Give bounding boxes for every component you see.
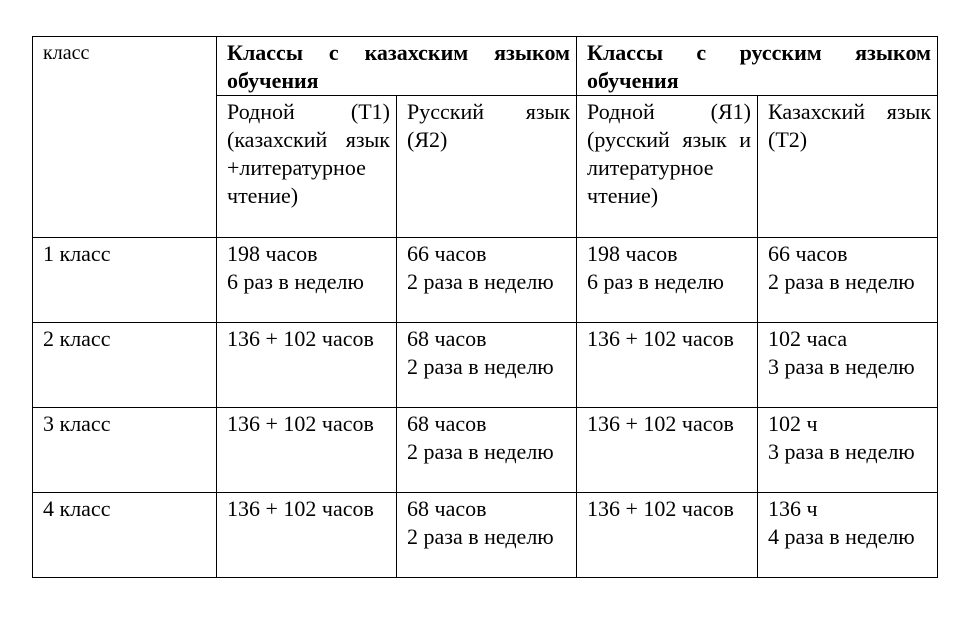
cell-line: 68 часов bbox=[407, 326, 487, 351]
table-cell bbox=[577, 408, 758, 493]
table-cell bbox=[577, 323, 758, 408]
cell-line: 136 ч bbox=[768, 496, 818, 521]
subheader-kazakh-language: Казахский язык (Т2) bbox=[758, 96, 938, 238]
cell-line: 2 раза в неделю bbox=[407, 269, 554, 294]
header-kazakh-group: Классы с казахским языком обучения bbox=[217, 37, 577, 96]
table-cell bbox=[217, 493, 397, 578]
subheader-russian-language: Русский язык (Я2) bbox=[397, 96, 577, 238]
subheader-native-kazakh: Родной (Т1) (казахский язык +литературное чтение) bbox=[217, 96, 397, 238]
table-cell bbox=[397, 323, 577, 408]
table-cell bbox=[397, 238, 577, 323]
table-cell bbox=[217, 238, 397, 323]
table-row bbox=[33, 238, 938, 323]
cell-line: 136 + 102 часов bbox=[587, 496, 734, 521]
cell-line: 198 часов bbox=[587, 241, 678, 266]
cell-line: 6 раз в неделю bbox=[227, 269, 364, 294]
table-cell bbox=[217, 408, 397, 493]
cell-line: 66 часов bbox=[768, 241, 848, 266]
cell-line: 102 ч bbox=[768, 411, 818, 436]
header-class-cell: класс bbox=[33, 37, 217, 238]
cell-line: 68 часов bbox=[407, 496, 487, 521]
table-header-row bbox=[33, 37, 938, 96]
cell-line: 136 + 102 часов bbox=[227, 411, 374, 436]
cell-line: 136 + 102 часов bbox=[587, 411, 734, 436]
table-row bbox=[33, 493, 938, 578]
row-class-label: 4 класс bbox=[33, 493, 217, 578]
subheader-native-russian: Родной (Я1) (русский язык и литературное чтение) bbox=[577, 96, 758, 238]
header-russian-group: Классы с русским языком обучения bbox=[577, 37, 938, 96]
cell-line: 4 раза в неделю bbox=[768, 524, 915, 549]
cell-line: 2 раза в неделю bbox=[768, 269, 915, 294]
table-row bbox=[33, 408, 938, 493]
cell-line: 2 раза в неделю bbox=[407, 354, 554, 379]
cell-line: 3 раза в неделю bbox=[768, 439, 915, 464]
table-cell bbox=[758, 493, 938, 578]
table-row bbox=[33, 323, 938, 408]
curriculum-hours-table bbox=[32, 36, 938, 578]
row-class-label: 2 класс bbox=[33, 323, 217, 408]
cell-line: 6 раз в неделю bbox=[587, 269, 724, 294]
cell-line: 2 раза в неделю bbox=[407, 524, 554, 549]
cropped-text-fragment bbox=[168, 0, 388, 4]
table-cell bbox=[758, 408, 938, 493]
cell-line: 198 часов bbox=[227, 241, 318, 266]
table-cell bbox=[397, 408, 577, 493]
table-cell bbox=[397, 493, 577, 578]
table-cell bbox=[577, 493, 758, 578]
cell-line: 68 часов bbox=[407, 411, 487, 436]
row-class-label: 3 класс bbox=[33, 408, 217, 493]
table-cell bbox=[577, 238, 758, 323]
table-cell bbox=[758, 238, 938, 323]
cell-line: 102 часа bbox=[768, 326, 848, 351]
cell-line: 66 часов bbox=[407, 241, 487, 266]
cell-line: 136 + 102 часов bbox=[227, 496, 374, 521]
cell-line: 136 + 102 часов bbox=[587, 326, 734, 351]
cell-line: 2 раза в неделю bbox=[407, 439, 554, 464]
row-class-label: 1 класс bbox=[33, 238, 217, 323]
table-cell bbox=[758, 323, 938, 408]
table-cell bbox=[217, 323, 397, 408]
cell-line: 3 раза в неделю bbox=[768, 354, 915, 379]
cell-line: 136 + 102 часов bbox=[227, 326, 374, 351]
